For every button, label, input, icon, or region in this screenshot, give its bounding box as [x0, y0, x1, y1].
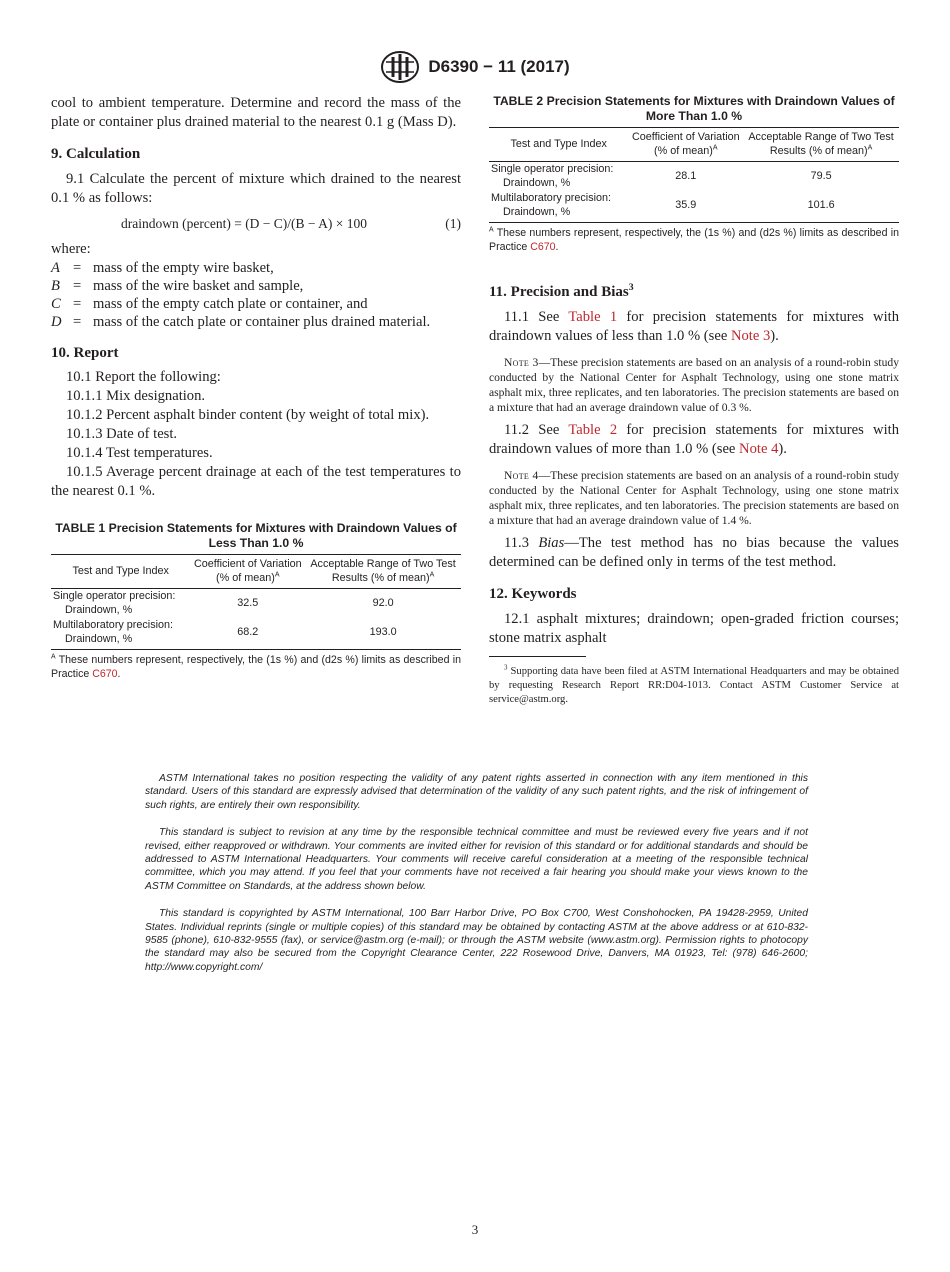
variable-row — [51, 277, 461, 295]
table-2-footnote: $^A$ These numbers represent, respectively, the (1s %) and (d2s %) limits as described in Practice C670. — [489, 226, 899, 253]
table-row — [51, 618, 461, 650]
where-label: where: — [51, 241, 91, 257]
table-2-grid — [489, 127, 899, 223]
variable-row — [51, 259, 461, 277]
variable-definition: mass of the empty catch plate or container, and — [93, 296, 368, 312]
page-number: 3 — [471, 1222, 479, 1237]
right-column — [489, 94, 899, 707]
left-column — [51, 94, 461, 681]
equation-number: (1) — [445, 216, 461, 231]
row-label: Single operator precision: Draindown, % — [491, 163, 614, 189]
header-test-index: Test and Type Index — [51, 555, 190, 589]
draindown-equation — [51, 216, 461, 232]
note-4: Note 4—These precision statements are based on an analysis of a round-robin study conducted by the National Center for Asphalt Technology, using one stone matrix asphalt mix, three replicates, and ten laboratories. The precision statements are based on a mixture that had an average draindown value of 1.4 %. — [489, 469, 899, 527]
report-item: 10.1.3 Date of test. — [66, 426, 178, 442]
section-12-1: 12.1 asphalt mixtures; draindown; open-graded friction courses; stone matrix asphalt — [489, 611, 899, 646]
table-2 — [489, 94, 899, 254]
variable-symbol: B — [51, 278, 60, 294]
report-item: 10.1.4 Test temperatures. — [66, 445, 213, 461]
table-1-footnote: $^A$ These numbers represent, respectively, the (1s %) and (d2s %) limits as described in Practice C670. — [51, 653, 461, 680]
table-header-row — [489, 128, 899, 162]
footnote-3: $^3$ Supporting data have been filed at ASTM International Headquarters and may be obtained by requesting Research Report RR:D04-1013. Contact ASTM Customer Service at service@astm.org. — [489, 664, 899, 705]
c670-link[interactable]: C670 — [530, 240, 556, 253]
disclaimer-paragraph: This standard is copyrighted by ASTM International, 100 Barr Harbor Drive, PO Box C700, West Conshohocken, PA 19428-2959, United States. Individual reprints (single or multiple copies) of this standard may be obtained by contacting ASTM at the above address or at 610-832-9585 (phone), 610-832-9555 (fax), or service@astm.org (e-mail); or through the ASTM website (www.astm.org). Permission rights to photocopy the standard may also be secured from the Copyright Clearance Center, 222 Rosewood Drive, Danvers, MA 01923, Tel: (978) 646-2600; http://www.copyright.com/ — [145, 908, 808, 973]
header-range: Acceptable Range of Two Test Results (% of mean)$^A$ — [305, 555, 461, 589]
astm-disclaimer — [145, 772, 808, 988]
variable-definition: mass of the wire basket and sample, — [93, 278, 304, 294]
section-11-1: 11.1 See Table 1 for precision statements for mixtures with draindown values of less than 1.0 % (see Note 3). — [489, 309, 899, 344]
header-cv: Coefficient of Variation (% of mean)$^A$ — [190, 555, 305, 589]
variable-definition: mass of the empty wire basket, — [93, 260, 274, 276]
row-range: 79.5 — [810, 169, 832, 182]
table-header-row — [51, 555, 461, 589]
intro-paragraph: cool to ambient temperature. Determine and record the mass of the plate or container plus drained material to the nearest 0.1 g (Mass D). — [51, 95, 461, 130]
variable-equals: = — [73, 296, 82, 312]
report-item: 10.1.5 Average percent drainage at each of the test temperatures to the nearest 0.1 %. — [51, 464, 461, 499]
row-range: 193.0 — [305, 618, 461, 650]
variable-equals: = — [73, 260, 82, 276]
note-4-link[interactable]: Note 4 — [739, 441, 779, 457]
row-label: Multilaboratory precision: Draindown, % — [489, 191, 628, 223]
variable-row — [51, 295, 461, 313]
table-2-caption: TABLE 2 Precision Statements for Mixtures with Draindown Values of More Than 1.0 % — [493, 94, 895, 123]
row-label: Single operator precision: Draindown, % — [53, 590, 176, 616]
header-test-index: Test and Type Index — [489, 128, 628, 162]
report-item: 10.1 Report the following: — [66, 369, 221, 385]
page-header — [0, 50, 950, 84]
section-12-heading: 12. Keywords — [489, 586, 577, 602]
note-3: Note 3—These precision statements are based on an analysis of a round-robin study conducted by the National Center for Asphalt Technology, using one stone matrix asphalt mix, three replicates, and ten laboratories. The precision statements are based on a mixture that had an average draindown value of 0.3 %. — [489, 356, 899, 414]
variable-equals: = — [73, 278, 82, 294]
section-11-3: 11.3 Bias—The test method has no bias because the values determined can be defined only in terms of the test method. — [489, 535, 899, 570]
section-11-heading: 11. Precision and Bias$^3$ — [489, 282, 634, 300]
section-9-1: 9.1 Calculate the percent of mixture which drained to the nearest 0.1 % as follows: — [51, 171, 461, 206]
header-range: Acceptable Range of Two Test Results (% of mean)$^A$ — [743, 128, 899, 162]
section-11-2: 11.2 See Table 2 for precision statements for mixtures with draindown values of more than 1.0 % (see Note 4). — [489, 422, 899, 457]
section-9-heading: 9. Calculation — [51, 146, 141, 162]
table-1-grid — [51, 554, 461, 650]
variable-symbol: D — [51, 314, 62, 330]
table-row — [51, 589, 461, 619]
row-range: 92.0 — [372, 596, 394, 609]
footnote-divider — [489, 656, 586, 657]
variable-definition: mass of the catch plate or container plus drained material. — [93, 314, 431, 330]
row-label: Multilaboratory precision: Draindown, % — [51, 618, 190, 650]
variable-list — [51, 259, 461, 331]
document-designation: D6390 − 11 (2017) — [428, 57, 570, 76]
variable-symbol: A — [51, 260, 60, 276]
variable-equals: = — [73, 314, 82, 330]
table-1 — [51, 521, 461, 681]
table-1-link[interactable]: Table 1 — [568, 309, 618, 325]
table-1-caption: TABLE 1 Precision Statements for Mixtures with Draindown Values of Less Than 1.0 % — [55, 521, 457, 550]
section-10-items — [51, 368, 461, 501]
c670-link[interactable]: C670 — [92, 667, 118, 680]
variable-row — [51, 313, 461, 331]
row-cv: 35.9 — [628, 191, 743, 223]
variable-symbol: C — [51, 296, 61, 312]
report-item: 10.1.2 Percent asphalt binder content (by weight of total mix). — [66, 407, 430, 423]
row-range: 101.6 — [743, 191, 899, 223]
astm-logo-icon — [380, 50, 420, 84]
note-3-link[interactable]: Note 3 — [730, 328, 771, 344]
disclaimer-paragraph: ASTM International takes no position respecting the validity of any patent rights asserted in connection with any item mentioned in this standard. Users of this standard are expressly advised that determination of the validity of any such patent rights, and the risk of infringement of such rights, are entirely their own responsibility. — [145, 773, 808, 811]
row-cv: 68.2 — [190, 618, 305, 650]
report-item: 10.1.1 Mix designation. — [66, 388, 206, 404]
header-cv: Coefficient of Variation (% of mean)$^A$ — [628, 128, 743, 162]
equation-expression: draindown (percent) = (D − C)/(B − A) × 100 — [121, 216, 368, 231]
table-row — [489, 191, 899, 223]
row-cv: 28.1 — [675, 169, 697, 182]
table-2-link[interactable]: Table 2 — [568, 422, 618, 438]
table-row — [489, 162, 899, 192]
row-cv: 32.5 — [237, 596, 259, 609]
disclaimer-paragraph: This standard is subject to revision at any time by the responsible technical committee and must be reviewed every five years and if not revised, either reapproved or withdrawn. Your comments are invited either for revision of this standard or for additional standards and should be addressed to ASTM International Headquarters. Your comments will receive careful consideration at a meeting of the responsible technical committee, which you may attend. If you feel that your comments have not received a fair hearing you should make your views known to the ASTM Committee on Standards, at the address shown below. — [145, 827, 808, 892]
section-10-heading: 10. Report — [51, 345, 119, 361]
